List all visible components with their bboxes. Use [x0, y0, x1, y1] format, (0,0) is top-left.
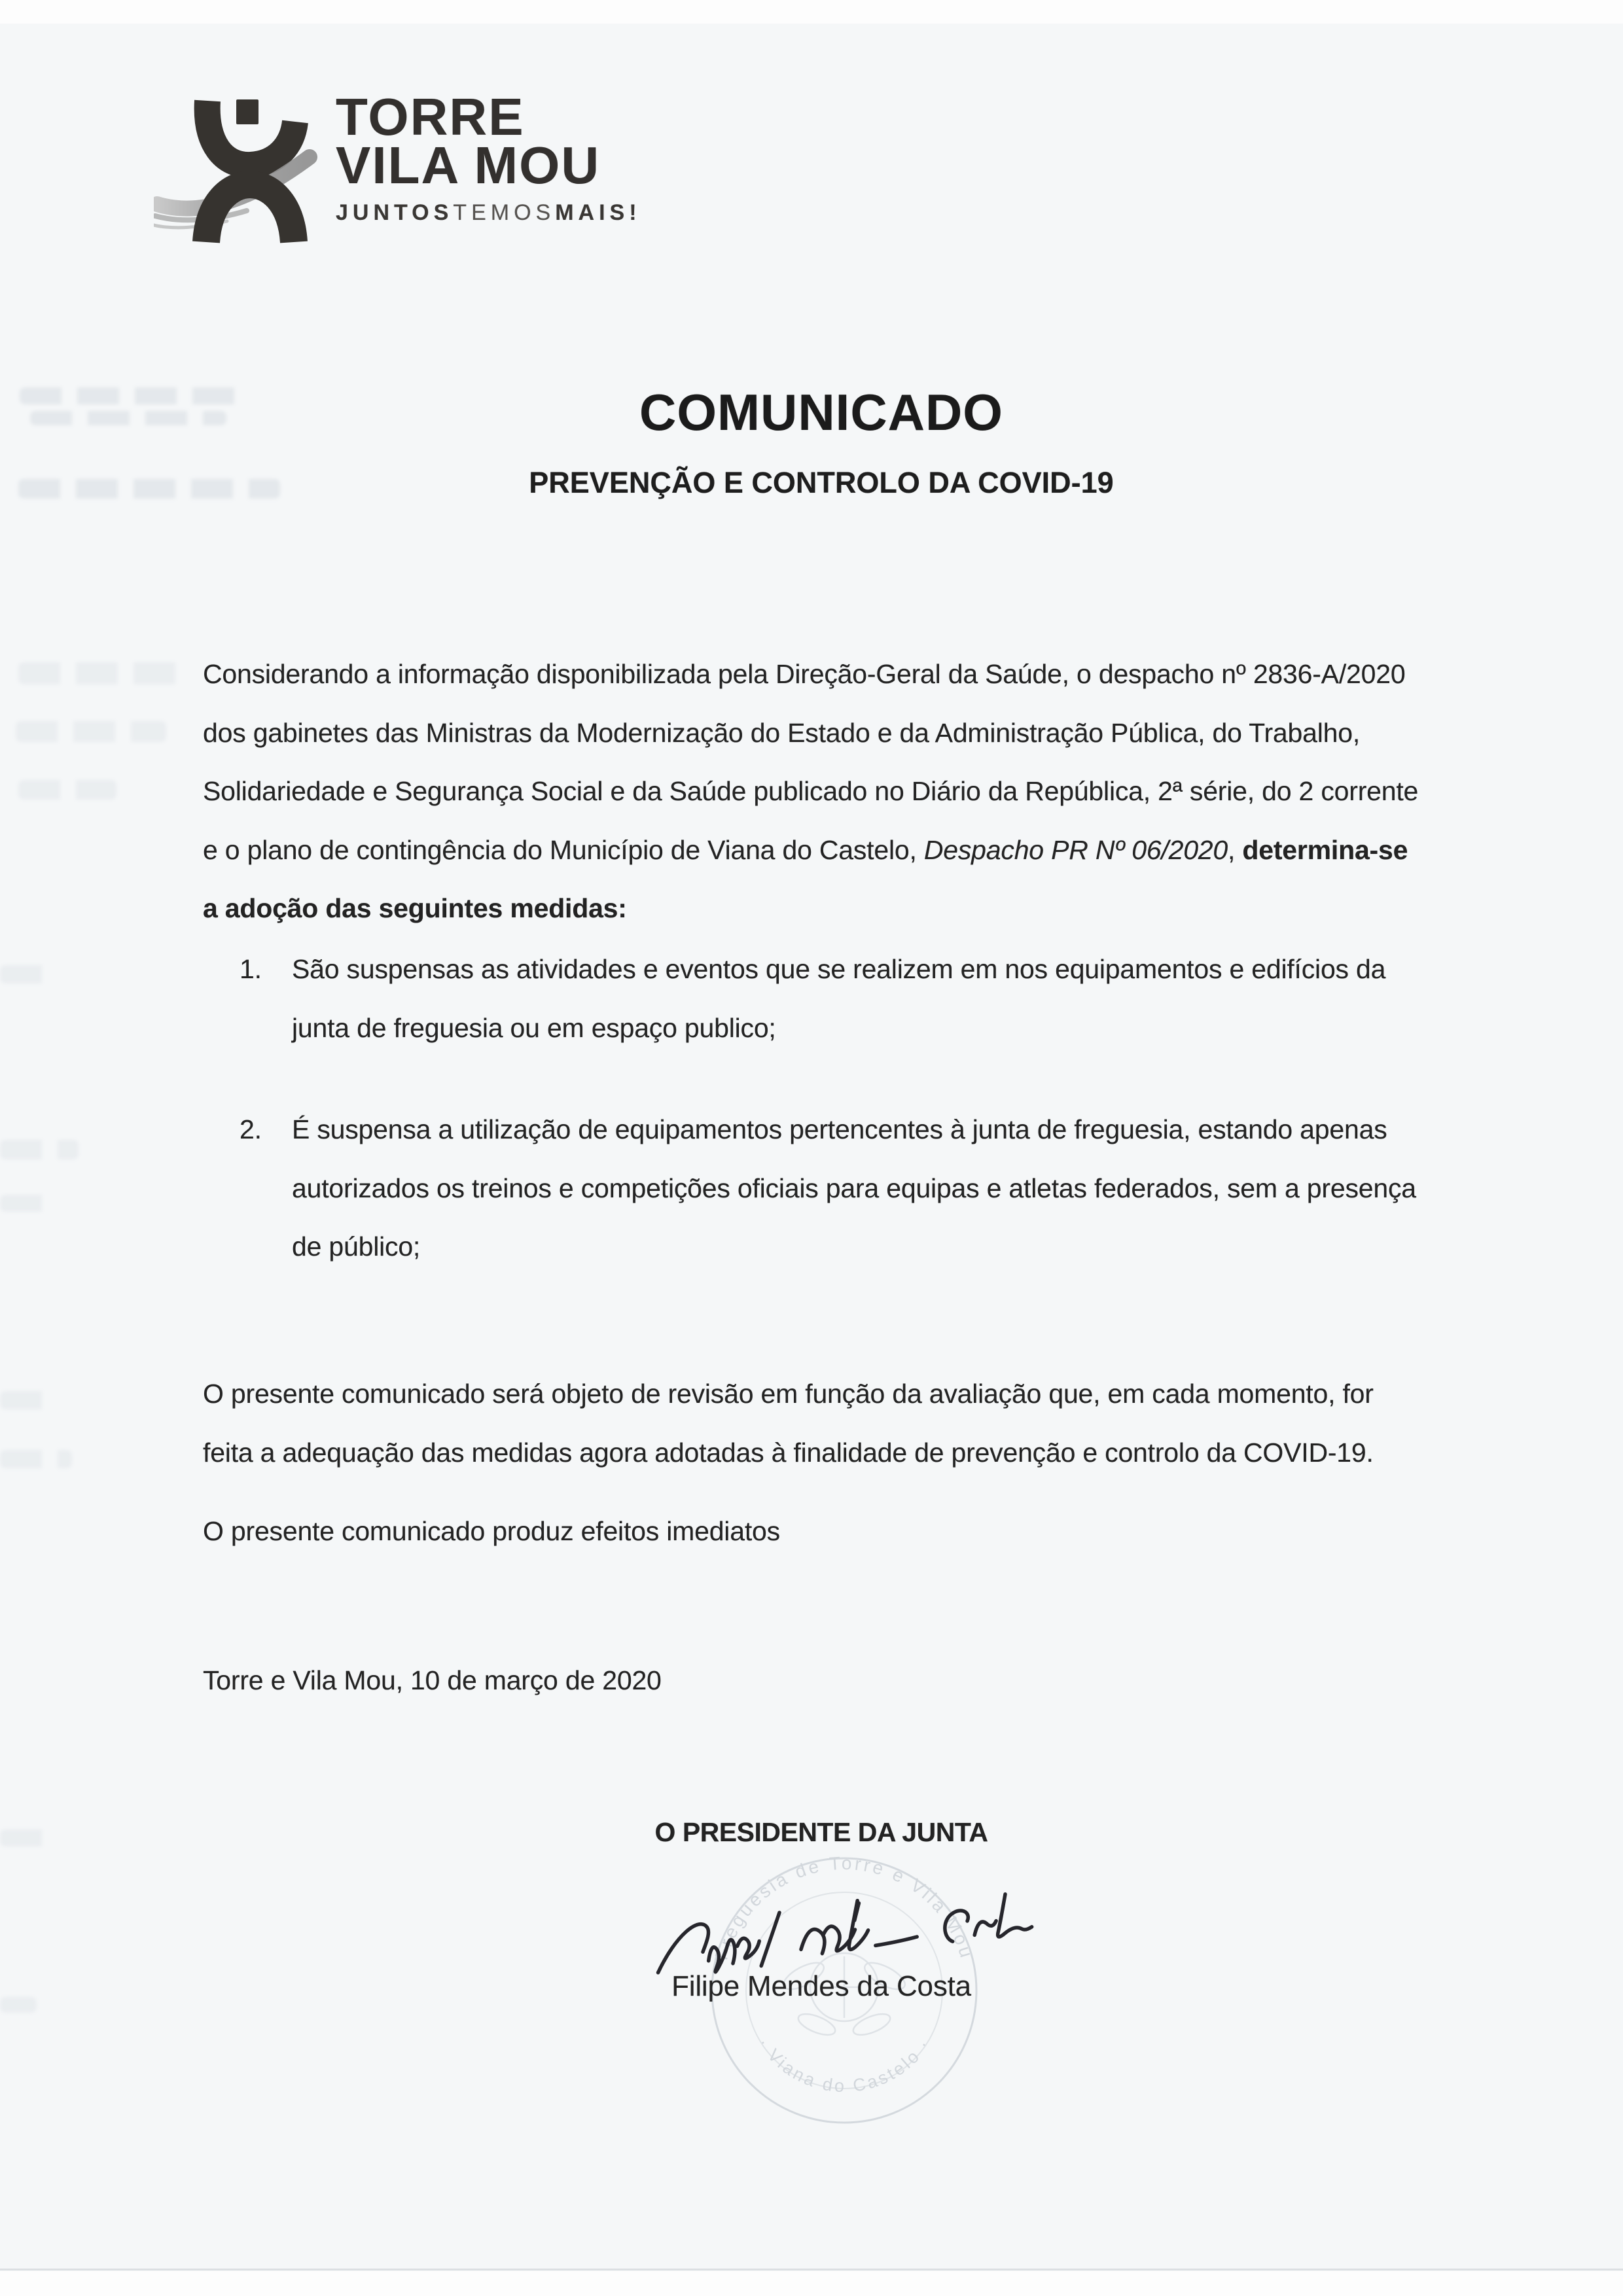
- document-title: COMUNICADO: [639, 383, 1003, 441]
- paragraph-line: feita a adequação das medidas agora adotadas à finalidade de prevenção e controlo da COVID-19.: [203, 1437, 1374, 1468]
- dateline: [203, 1651, 1440, 1710]
- signature-stroke: [943, 1893, 1032, 1942]
- paragraph-line: [203, 879, 1440, 938]
- logo-name-line1: TORRE: [336, 88, 525, 146]
- measure-item-2: [203, 1101, 1440, 1277]
- paragraph-line: O presente comunicado será objeto de revisão em função da avaliação que, em cada momento, for: [203, 1379, 1374, 1409]
- signer-name: Filipe Mendes da Costa: [671, 1970, 971, 2002]
- signature-stroke: [758, 1913, 782, 1966]
- closing-paragraph-2: [203, 1502, 1440, 1561]
- measure-number: 1.: [240, 954, 262, 984]
- measure-line: junta de freguesia ou em espaço publico;: [292, 1012, 776, 1043]
- intro-paragraph: [203, 645, 1440, 938]
- svg-text:· Viana do Castelo ·: [754, 2034, 935, 2096]
- measure-number: 2.: [240, 1114, 262, 1144]
- bleed-through-smudge: [0, 1450, 72, 1468]
- bleed-through-smudge: [0, 1997, 37, 2013]
- torre-vila-mou-logo-icon: [154, 98, 317, 243]
- bleed-through-smudge: [0, 1391, 47, 1409]
- signer-role: O PRESIDENTE DA JUNTA: [654, 1817, 988, 1847]
- bleed-through-smudge: [0, 1195, 52, 1212]
- paragraph-line: [203, 821, 1440, 880]
- paragraph-line: dos gabinetes das Ministras da Modernização do Estado e da Administração Pública, do Trabalho,: [203, 717, 1361, 748]
- paragraph-line: O presente comunicado produz efeitos imediatos: [203, 1516, 780, 1546]
- tagline-part-bold2: MAIS!: [555, 200, 641, 225]
- seal-arc-bottom-text: · Viana do Castelo ·: [754, 2034, 935, 2096]
- intro-bold-text: determina-se: [1242, 834, 1408, 865]
- scan-edge-bottom: [0, 2271, 1623, 2296]
- measure-line: São suspensas as atividades e eventos que se realizem em nos equipamentos e edifícios da: [292, 954, 1386, 984]
- measure-line: de público;: [292, 1231, 421, 1262]
- bleed-through-smudge: [0, 1829, 55, 1846]
- logo-name-line2: VILA MOU: [336, 136, 601, 194]
- paragraph-line: Solidariedade e Segurança Social e da Saúde publicado no Diário da República, 2ª série, do 2 corrente: [203, 776, 1419, 806]
- signature-stroke: [875, 1937, 917, 1945]
- bleed-through-smudge: [16, 721, 166, 742]
- tagline-part-bold1: JUNTOS: [336, 200, 454, 225]
- intro-comma: ,: [1228, 834, 1243, 865]
- tagline-part-regular: TEMOS: [453, 200, 556, 225]
- closing-paragraph-1: [203, 1365, 1440, 1482]
- bleed-through-smudge: [18, 780, 116, 800]
- logo-tagline: [336, 200, 641, 226]
- intro-regular-text: e o plano de contingência do Município de Viana do Castelo,: [203, 834, 924, 865]
- measure-line: autorizados os treinos e competições oficiais para equipas e atletas federados, sem a presença: [292, 1173, 1416, 1203]
- intro-bold-text: a adoção das seguintes medidas:: [203, 893, 627, 923]
- measure-item-1: [203, 940, 1440, 1057]
- torre-vila-mou-logo-text: [336, 88, 641, 226]
- scan-edge-top: [0, 0, 1623, 24]
- document-subtitle: PREVENÇÃO E CONTROLO DA COVID-19: [529, 466, 1114, 499]
- bleed-through-smudge: [18, 662, 183, 684]
- seal-arc-top-text: Freguesia de Torre e Vila Mou: [711, 1852, 978, 1962]
- despacho-reference: Despacho PR Nº 06/2020: [923, 834, 1228, 865]
- scan-artifact-line: [0, 2269, 1623, 2270]
- dateline-text: Torre e Vila Mou, 10 de março de 2020: [203, 1665, 662, 1695]
- paragraph-line: Considerando a informação disponibilizada pela Direção-Geral da Saúde, o despacho nº 2836-A/2020: [203, 659, 1406, 689]
- bleed-through-smudge: [0, 965, 55, 983]
- bleed-through-smudge: [0, 1140, 79, 1159]
- bleed-through-smudge: [30, 411, 226, 425]
- measure-line: É suspensa a utilização de equipamentos pertencentes à junta de freguesia, estando apenas: [292, 1114, 1387, 1144]
